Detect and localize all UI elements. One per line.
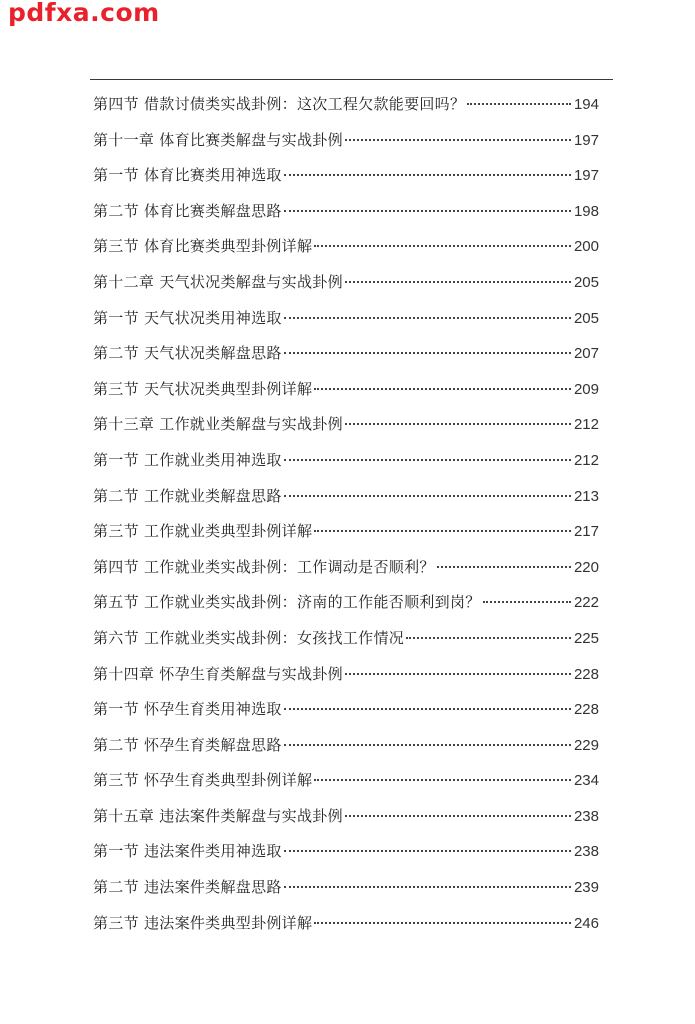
toc-entry-label: 第一节 体育比赛类用神选取 <box>93 166 282 185</box>
toc-entry[interactable] <box>93 870 599 906</box>
toc-dot-leader <box>314 245 571 247</box>
toc-entry-label: 第十四章 怀孕生育类解盘与实战卦例 <box>93 664 343 683</box>
toc-dot-leader <box>345 281 571 283</box>
toc-entry[interactable] <box>93 229 599 265</box>
table-of-contents <box>93 87 599 941</box>
toc-page-number: 213 <box>573 487 599 505</box>
toc-page-number: 228 <box>573 701 599 719</box>
toc-dot-leader <box>284 174 571 176</box>
toc-entry-label: 第十一章 体育比赛类解盘与实战卦例 <box>93 130 343 149</box>
toc-entry[interactable] <box>93 407 599 443</box>
toc-dot-leader <box>483 601 571 603</box>
toc-entry-label: 第四节 工作就业类实战卦例：工作调动是否顺利？ <box>93 557 435 576</box>
toc-dot-leader <box>284 210 571 212</box>
toc-dot-leader <box>345 423 571 425</box>
toc-page-number: 212 <box>573 416 599 434</box>
toc-entry[interactable] <box>93 514 599 550</box>
toc-page-number: 205 <box>573 273 599 291</box>
toc-entry-label: 第一节 天气状况类用神选取 <box>93 308 282 327</box>
toc-entry[interactable] <box>93 194 599 230</box>
toc-page-number: 238 <box>573 807 599 825</box>
toc-entry[interactable] <box>93 799 599 835</box>
toc-entry-label: 第二节 工作就业类解盘思路 <box>93 486 282 505</box>
toc-page-number: 197 <box>573 131 599 149</box>
toc-dot-leader <box>314 388 571 390</box>
toc-page-number: 239 <box>573 879 599 897</box>
toc-entry-label: 第三节 违法案件类典型卦例详解 <box>93 913 313 932</box>
toc-dot-leader <box>345 673 571 675</box>
toc-entry-label: 第一节 违法案件类用神选取 <box>93 842 282 861</box>
toc-dot-leader <box>284 459 571 461</box>
toc-entry-label: 第一节 工作就业类用神选取 <box>93 450 282 469</box>
watermark-logo: pdfxa.com <box>8 0 160 27</box>
toc-entry-label: 第二节 天气状况类解盘思路 <box>93 344 282 363</box>
toc-page-number: 197 <box>573 167 599 185</box>
toc-page-number: 238 <box>573 843 599 861</box>
toc-entry[interactable] <box>93 621 599 657</box>
toc-dot-leader <box>406 637 571 639</box>
toc-entry[interactable] <box>93 87 599 123</box>
toc-entry-label: 第三节 怀孕生育类典型卦例详解 <box>93 771 313 790</box>
toc-entry[interactable] <box>93 372 599 408</box>
toc-entry[interactable] <box>93 763 599 799</box>
toc-entry[interactable] <box>93 728 599 764</box>
toc-entry-label: 第六节 工作就业类实战卦例：女孩找工作情况 <box>93 628 405 647</box>
toc-entry[interactable] <box>93 550 599 586</box>
toc-page-number: 194 <box>573 96 599 113</box>
toc-entry[interactable] <box>93 123 599 159</box>
toc-entry-label: 第三节 工作就业类典型卦例详解 <box>93 522 313 541</box>
toc-page-number: 205 <box>573 309 599 327</box>
toc-page-number: 220 <box>573 558 599 576</box>
toc-page-number: 225 <box>573 629 599 647</box>
toc-entry-label: 第一节 怀孕生育类用神选取 <box>93 700 282 719</box>
toc-entry[interactable] <box>93 443 599 479</box>
toc-page-number: 217 <box>573 523 599 541</box>
toc-dot-leader <box>345 139 571 141</box>
toc-entry[interactable] <box>93 301 599 337</box>
toc-page-number: 212 <box>573 451 599 469</box>
toc-entry[interactable] <box>93 265 599 301</box>
toc-dot-leader <box>467 103 571 105</box>
toc-page-number: 200 <box>573 238 599 256</box>
toc-page-number: 222 <box>573 594 599 612</box>
toc-entry[interactable] <box>93 834 599 870</box>
toc-entry-label: 第二节 违法案件类解盘思路 <box>93 878 282 897</box>
toc-entry[interactable] <box>93 692 599 728</box>
toc-dot-leader <box>284 850 571 852</box>
toc-entry[interactable] <box>93 585 599 621</box>
toc-page-number: 246 <box>573 914 599 932</box>
toc-entry-label: 第三节 体育比赛类典型卦例详解 <box>93 237 313 256</box>
toc-entry-label: 第十二章 天气状况类解盘与实战卦例 <box>93 272 343 291</box>
toc-dot-leader <box>314 779 571 781</box>
toc-dot-leader <box>284 495 571 497</box>
toc-entry[interactable] <box>93 479 599 515</box>
toc-dot-leader <box>437 566 571 568</box>
toc-entry-label: 第五节 工作就业类实战卦例：济南的工作能否顺利到岗？ <box>93 593 481 612</box>
toc-dot-leader <box>284 317 571 319</box>
toc-entry[interactable] <box>93 336 599 372</box>
toc-dot-leader <box>314 530 571 532</box>
toc-entry-label: 第四节 借款讨债类实战卦例：这次工程欠款能要回吗？ <box>93 95 466 113</box>
toc-page-number: 228 <box>573 665 599 683</box>
toc-entry-label: 第二节 怀孕生育类解盘思路 <box>93 735 282 754</box>
toc-dot-leader <box>284 886 571 888</box>
toc-dot-leader <box>284 352 571 354</box>
toc-dot-leader <box>345 815 571 817</box>
toc-page-number: 198 <box>573 202 599 220</box>
toc-entry-label: 第十三章 工作就业类解盘与实战卦例 <box>93 415 343 434</box>
toc-page-number: 209 <box>573 380 599 398</box>
toc-dot-leader <box>314 922 571 924</box>
header-rule <box>90 79 613 80</box>
toc-page-number: 207 <box>573 345 599 363</box>
toc-entry-label: 第十五章 违法案件类解盘与实战卦例 <box>93 806 343 825</box>
toc-entry-label: 第二节 体育比赛类解盘思路 <box>93 201 282 220</box>
toc-entry-label: 第三节 天气状况类典型卦例详解 <box>93 379 313 398</box>
toc-page-number: 234 <box>573 772 599 790</box>
toc-entry[interactable] <box>93 657 599 693</box>
toc-dot-leader <box>284 744 571 746</box>
toc-entry[interactable] <box>93 158 599 194</box>
toc-entry[interactable] <box>93 906 599 942</box>
toc-page-number: 229 <box>573 736 599 754</box>
toc-dot-leader <box>284 708 571 710</box>
